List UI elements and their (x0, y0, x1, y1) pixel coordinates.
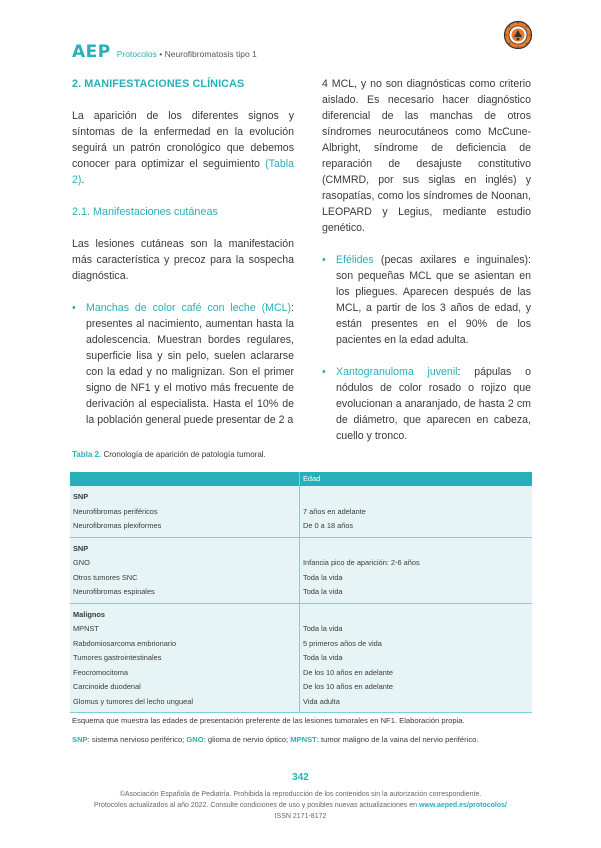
row-label: Neurofibromas espinales (70, 585, 300, 603)
page-number: 342 (292, 772, 309, 783)
running-separator: • (159, 49, 163, 59)
row-age: Infancia pico de aparición: 2-6 años (300, 556, 533, 571)
row-label: Feocromocitoma (70, 666, 300, 681)
section-title: 2. MANIFESTACIONES CLÍNICAS (72, 78, 245, 90)
table-row (70, 622, 532, 637)
tumor-chronology-table (70, 472, 532, 713)
row-age: Toda la vida (300, 571, 533, 586)
aep-logo-icon (503, 20, 533, 50)
bullet-xantogranuloma-term: Xantogranuloma juvenil (336, 366, 458, 378)
row-age: Vida adulta (300, 695, 533, 713)
row-label: Neurofibromas plexiformes (70, 519, 300, 537)
subsection-paragraph: Las lesiones cutáneas son la manifestación más característica y precoz para la sospecha diagnóstica. (72, 238, 294, 282)
table-row (70, 585, 532, 603)
group-header-row (70, 537, 532, 556)
row-label: GNO (70, 556, 300, 571)
bullet-efelides (322, 252, 531, 348)
abbr-gno-def: : glioma de nervio óptico; (203, 735, 291, 744)
continuation-paragraph: 4 MCL, y no son diagnósticas como criterio aislado. Es necesario hacer diagnóstico diferencial de las manchas de otros síndromes neurocutáneos como McCune-Albright, síndrome de deficiencia de reparación de desajuste constitutivo (CMMRD, por sus siglas en inglés) y rasopatías, como los síndromes de Noonan, LEOPARD y Legius, mediante estudio genético. (322, 78, 531, 234)
footer-update-line (0, 800, 601, 811)
running-header (72, 42, 257, 62)
row-age: De los 10 años en adelante (300, 680, 533, 695)
row-label: Carcinoide duodenal (70, 680, 300, 695)
intro-end: . (81, 174, 85, 186)
table-caption-label: Tabla 2. (72, 450, 102, 459)
table-header-age: Edad (300, 472, 533, 486)
right-column (322, 76, 531, 444)
row-label: Neurofibromas periféricos (70, 505, 300, 520)
bullet-xantogranuloma-text: : pápulas o nódulos de color rosado o rojizo que evolucionan a anaranjado, de hasta 2 cm de diámetro, que aparecen en cabeza, cuello y tronco. (336, 366, 531, 442)
row-label: Rabdomiosarcoma embrionario (70, 637, 300, 652)
table-row (70, 556, 532, 571)
row-label: Otros tumores SNC (70, 571, 300, 586)
subsection-title: 2.1. Manifestaciones cutáneas (72, 206, 218, 218)
group-header-row (70, 603, 532, 622)
row-age: 5 primeros años de vida (300, 637, 533, 652)
row-age: 7 años en adelante (300, 505, 533, 520)
running-topic: Neurofibromatosis tipo 1 (164, 49, 257, 59)
group-name: SNP (70, 486, 300, 505)
brand-mark: AEP (72, 42, 111, 62)
footer-update-text: Protocolos actualizados al año 2022. Consulte condiciones de uso y posibles nuevas actualizaciones en (94, 802, 419, 809)
page-footer (0, 789, 601, 822)
table-caption-text: Cronología de aparición de patología tumoral. (103, 450, 266, 459)
table-header-row (70, 472, 532, 486)
row-age: De 0 a 18 años (300, 519, 533, 537)
group-header-row (70, 486, 532, 505)
table-row (70, 680, 532, 695)
row-age: Toda la vida (300, 622, 533, 637)
table-abbreviations (72, 735, 478, 744)
bullet-efelides-text: (pecas axilares e inguinales): son pequeñas MCL que se asientan en los pliegues. Aparecen después de las MCL, a partir de los 3 años de edad, y están presentes en el 90% de los pacientes en la edad adulta. (336, 254, 531, 346)
abbr-mpnst-def: : tumor maligno de la vaina del nervio periférico. (316, 735, 479, 744)
footer-issn: ISSN 2171-8172 (274, 813, 327, 820)
table-row (70, 571, 532, 586)
intro-text: La aparición de los diferentes signos y síntomas de la enfermedad en la evolución seguirá un patrón cronológico que debemos conocer para optimizar el seguimiento (72, 110, 294, 170)
running-title (117, 49, 257, 59)
bullet-xantogranuloma (322, 364, 531, 444)
left-column (72, 76, 294, 428)
table-row (70, 637, 532, 652)
intro-paragraph (72, 108, 294, 188)
row-age: Toda la vida (300, 585, 533, 603)
row-label: Tumores gastrointestinales (70, 651, 300, 666)
row-age: Toda la vida (300, 651, 533, 666)
abbr-gno: GNO (186, 735, 204, 744)
abbr-snp-def: : sistema nervioso periférico; (87, 735, 187, 744)
footer-url-link[interactable]: www.aeped.es/protocolos/ (418, 802, 507, 809)
table-note: Esquema que muestra las edades de presentación preferente de las lesiones tumorales en NF1. Elaboración propia. (72, 716, 465, 725)
running-section: Protocolos (116, 49, 157, 59)
table-row (70, 519, 532, 537)
group-name: SNP (70, 537, 300, 556)
table-caption (72, 450, 266, 459)
bullet-mcl-text: : presentes al nacimiento, aumentan hasta la adolescencia. Muestran bordes regulares, superficie lisa y sin pelo, suelen aclararse con la edad y no malignizan. Son el primer signo de NF1 y el motivo más frecuente de derivación al especialista. Hasta el 10% de la población general puede presentar de 2 a (86, 302, 294, 426)
bullet-mcl (72, 300, 294, 428)
abbr-mpnst: MPNST (290, 735, 317, 744)
footer-copyright: ©Asociación Española de Pediatría. Prohibida la reproducción de los contenidos sin la autorización correspondiente. (119, 791, 482, 798)
abbr-snp: SNP (72, 735, 88, 744)
table-header-col1 (70, 472, 300, 486)
group-name: Malignos (70, 603, 300, 622)
table-reference-link[interactable]: (Tabla 2) (72, 158, 294, 186)
bullet-efelides-term: Efélides (336, 254, 374, 266)
row-age: De los 10 años en adelante (300, 666, 533, 681)
table-row (70, 695, 532, 713)
table-row (70, 666, 532, 681)
table-row (70, 505, 532, 520)
bullet-mcl-term: Manchas de color café con leche (MCL) (86, 302, 292, 314)
table-row (70, 651, 532, 666)
row-label: Glomus y tumores del lecho ungueal (70, 695, 300, 713)
row-label: MPNST (70, 622, 300, 637)
